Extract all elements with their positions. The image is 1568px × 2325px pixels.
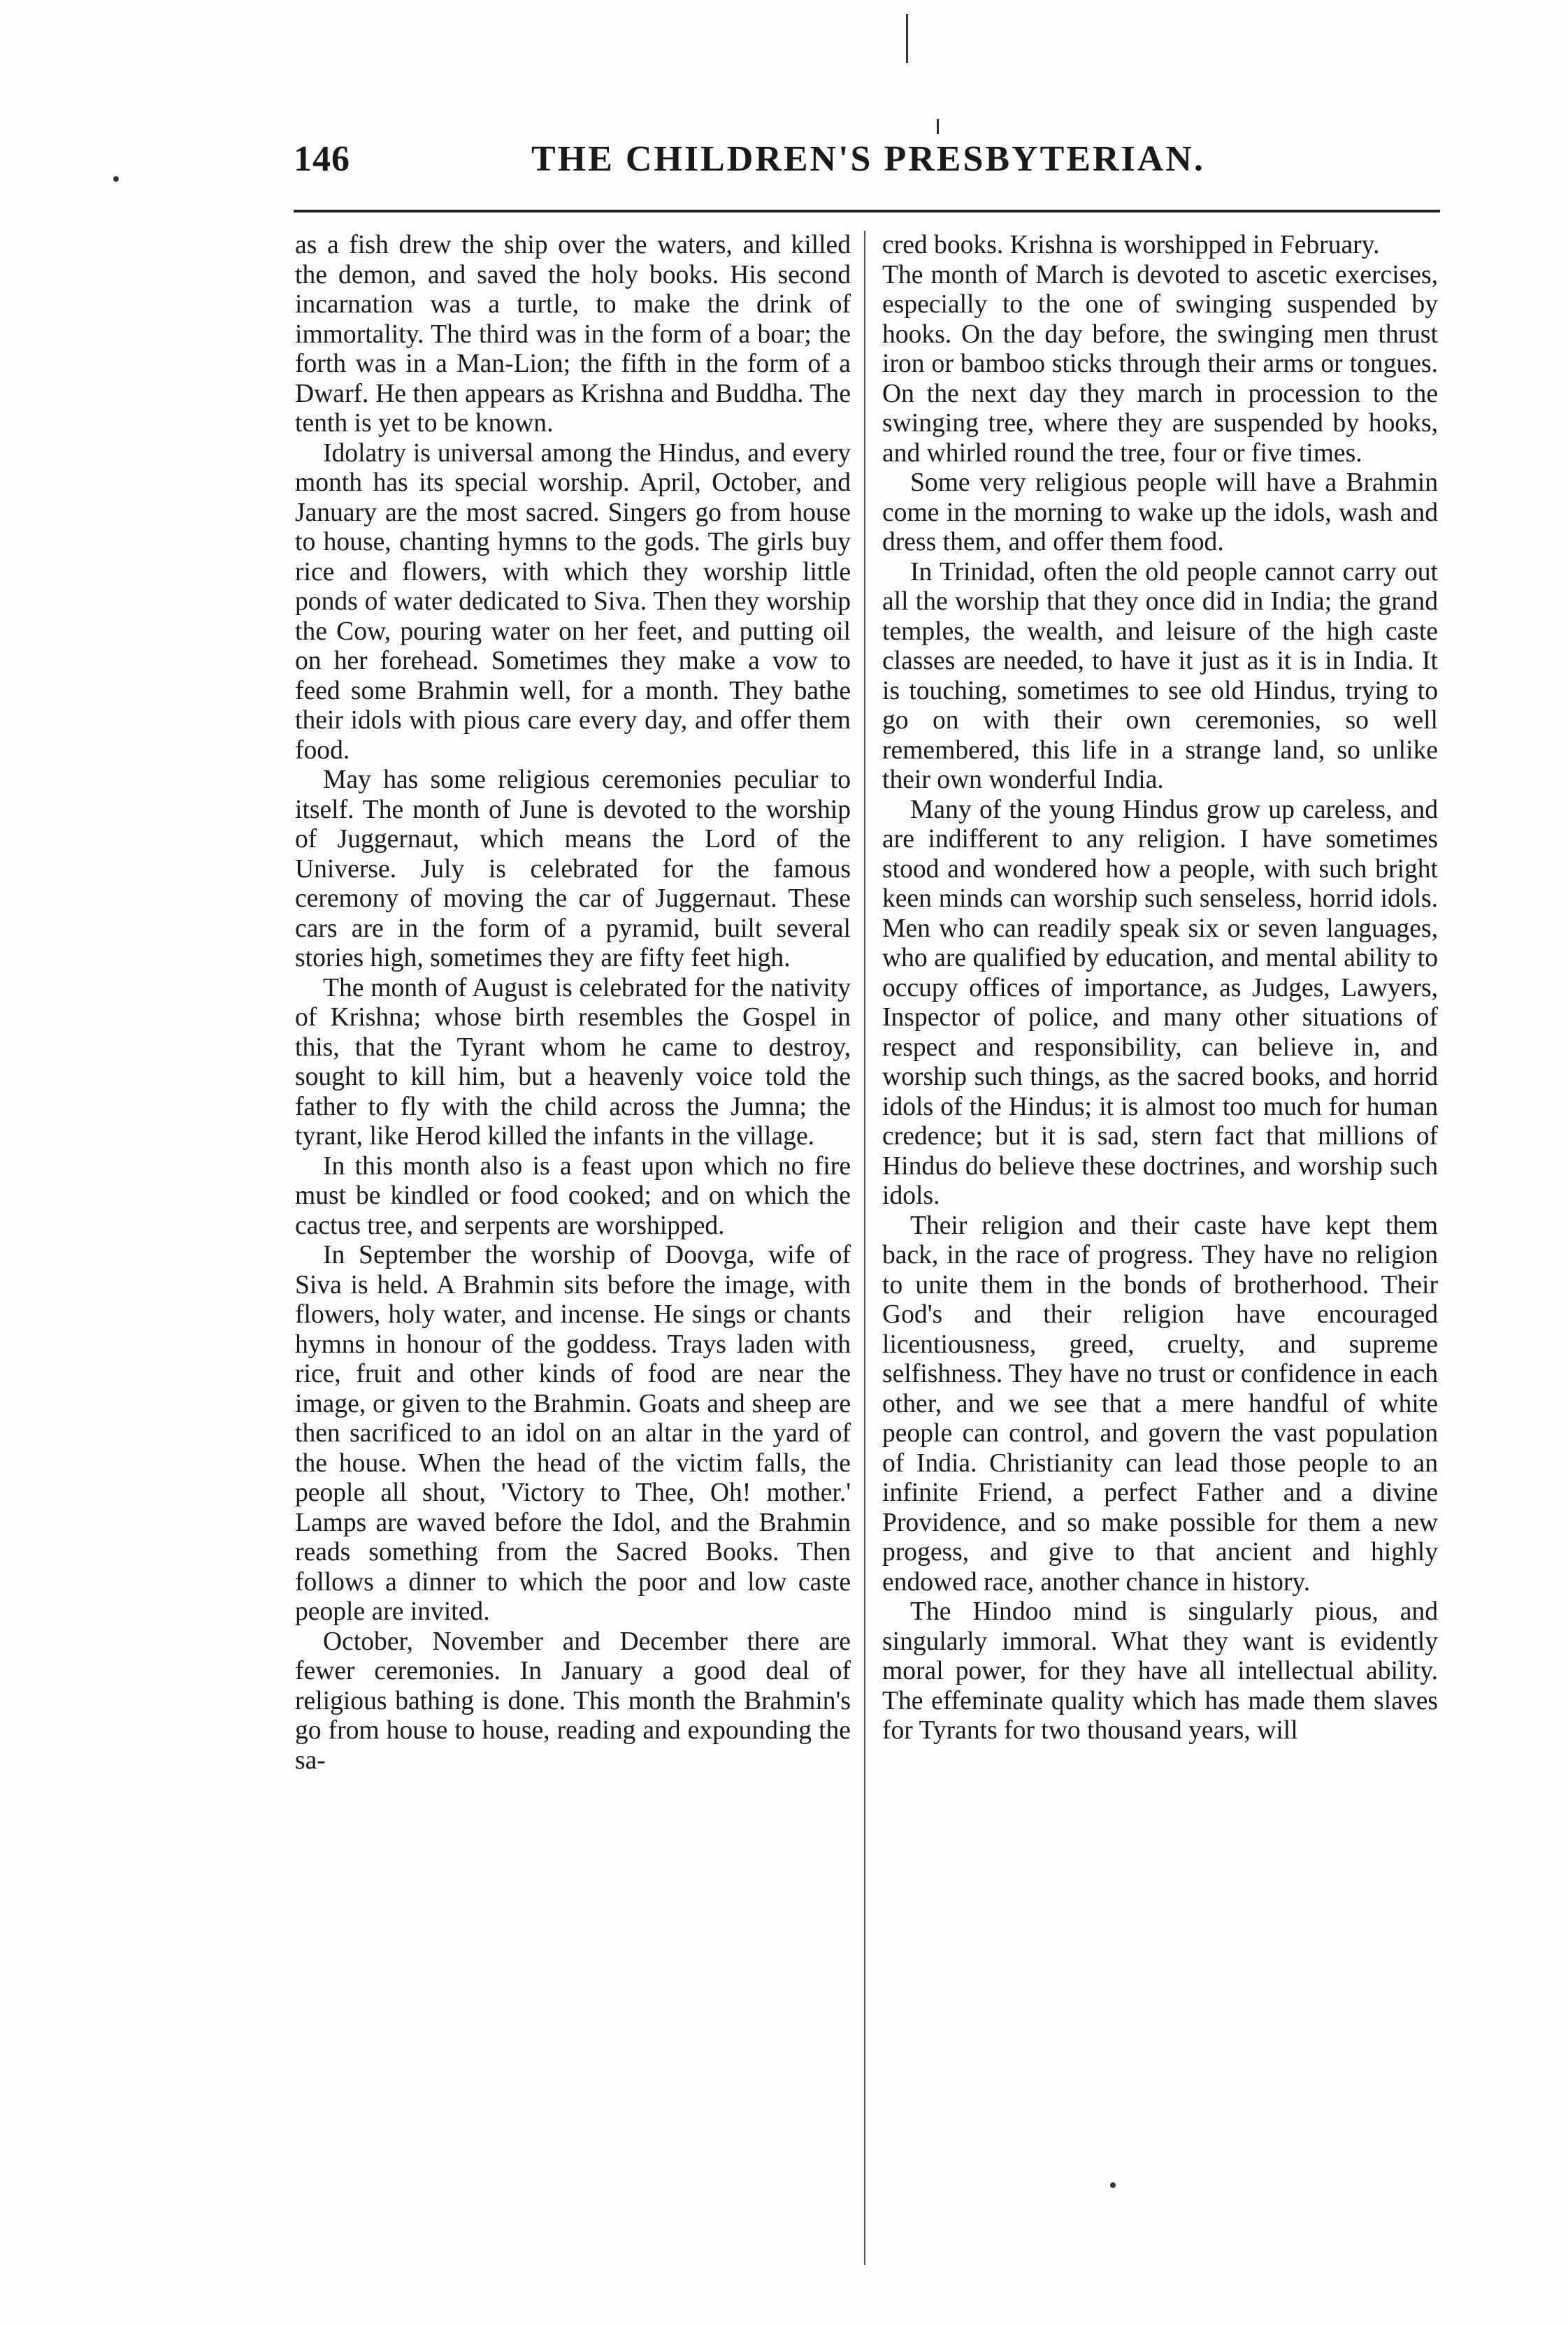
- paragraph: In Trinidad, often the old people cannot carry out all the worship that they once did in India; the grand temples, the wealth, and leisure of the high caste classes are needed, to have it just as it is in India. It is touching, sometimes to see old Hindus, trying to go on with their own ceremonies, so well remembered, this life in a strange land, so unlike their own wonderful India.: [882, 557, 1438, 794]
- right-column: [882, 231, 1438, 2286]
- header-rule: [294, 210, 1440, 213]
- paragraph: In this month also is a feast upon which no fire must be kindled or food cooked; and on which the cactus tree, and serpents are worshipped.: [295, 1151, 851, 1240]
- page-number: 146: [294, 139, 350, 179]
- paragraph: October, November and December there are fewer ceremonies. In January a good deal of religious bathing is done. This month the Brahmin's go from house to house, reading and expounding the sa-: [295, 1627, 851, 1775]
- margin-ink-dot: [113, 176, 119, 182]
- top-ink-dot: [937, 119, 939, 134]
- top-ink-mark: [906, 14, 908, 63]
- left-column: [295, 231, 851, 2286]
- paragraph: Many of the young Hindus grow up careless, and are indifferent to any religion. I have sometimes stood and wondered how a people, with such bright keen minds can worship such senseless, horrid idols. Men who can readily speak six or seven languages, who are qualified by education, and mental ability to occupy offices of importance, as Judges, Lawyers, Inspector of police, and many other situations of respect and responsibility, can believe in, and worship such things, as the sacred books, and horrid idols of the Hindus; it is almost too much for human credence; but it is sad, stern fact that millions of Hindus do believe these doctrines, and worship such idols.: [882, 795, 1438, 1210]
- paragraph: The month of August is celebrated for the nativity of Krishna; whose birth resembles the Gospel in this, that the Tyrant whom he came to destroy, sought to kill him, but a heavenly voice told the father to fly with the child across the Jumna; the tyrant, like Herod killed the infants in the village.: [295, 973, 851, 1151]
- paragraph: In September the worship of Doovga, wife of Siva is held. A Brahmin sits before the image, with flowers, holy water, and incense. He sings or chants hymns in honour of the goddess. Trays laden with rice, fruit and other kinds of food are near the image, or given to the Brahmin. Goats and sheep are then sacrificed to an idol on an altar in the yard of the house. When the head of the victim falls, the people all shout, 'Victory to Thee, Oh! mother.' Lamps are waved before the Idol, and the Brahmin reads something from the Sacred Books. Then follows a dinner to which the poor and low caste people are invited.: [295, 1241, 851, 1626]
- paragraph: cred books. Krishna is worshipped in February.: [882, 231, 1380, 259]
- paragraph: Their religion and their caste have kept them back, in the race of progress. They have no religion to unite them in the bonds of brotherhood. Their God's and their religion have encouraged licentiousness, greed, cruelty, and supreme selfishness. They have no trust or confidence in each other, and we see that a mere handful of white people can control, and govern the vast population of India. Christianity can lead those people to an infinite Friend, a perfect Father and a divine Providence, and so make possible for them a new progess, and give to that ancient and highly endowed race, another chance in history.: [882, 1211, 1438, 1597]
- paragraph: as a fish drew the ship over the waters, and killed the demon, and saved the holy books. His second incarnation was a turtle, to make the drink of immortality. The third was in the form of a boar; the forth was in a Man-Lion; the fifth in the form of a Dwarf. He then appears as Krishna and Buddha. The tenth is yet to be known.: [295, 231, 851, 438]
- paragraph: The Hindoo mind is singularly pious, and singularly immoral. What they want is evidently moral power, for they have all intellectual ability. The effeminate quality which has made them slaves for Tyrants for two thousand years, will: [882, 1597, 1438, 1745]
- running-title: THE CHILDREN'S PRESBYTERIAN.: [531, 139, 1205, 179]
- paragraph: May has some religious ceremonies peculiar to itself. The month of June is devoted to the worship of Juggernaut, which means the Lord of the Universe. July is celebrated for the famous ceremony of moving the car of Juggernaut. These cars are in the form of a pyramid, built several stories high, sometimes they are fifty feet high.: [295, 765, 851, 972]
- paragraph: The month of March is devoted to ascetic exercises, especially to the one of swinging suspended by hooks. On the day before, the swinging men thrust iron or bamboo sticks through their arms or tongues. On the next day they march in procession to the swinging tree, where they are suspended by hooks, and whirled round the tree, four or five times.: [882, 260, 1438, 468]
- paragraph: Idolatry is universal among the Hindus, and every month has its special worship. April, October, and January are the most sacred. Singers go from house to house, chanting hymns to the gods. The girls buy rice and flowers, with which they worship little ponds of water dedicated to Siva. Then they worship the Cow, pouring water on her feet, and putting oil on her forehead. Sometimes they make a vow to feed some Brahmin well, for a month. They bathe their idols with pious care every day, and offer them food.: [295, 438, 851, 765]
- column-divider: [864, 231, 865, 2265]
- bottom-ink-dot: [1110, 2182, 1116, 2188]
- page-header: [294, 138, 1440, 201]
- paragraph: Some very religious people will have a Brahmin come in the morning to wake up the idols, wash and dress them, and offer them food.: [882, 468, 1438, 556]
